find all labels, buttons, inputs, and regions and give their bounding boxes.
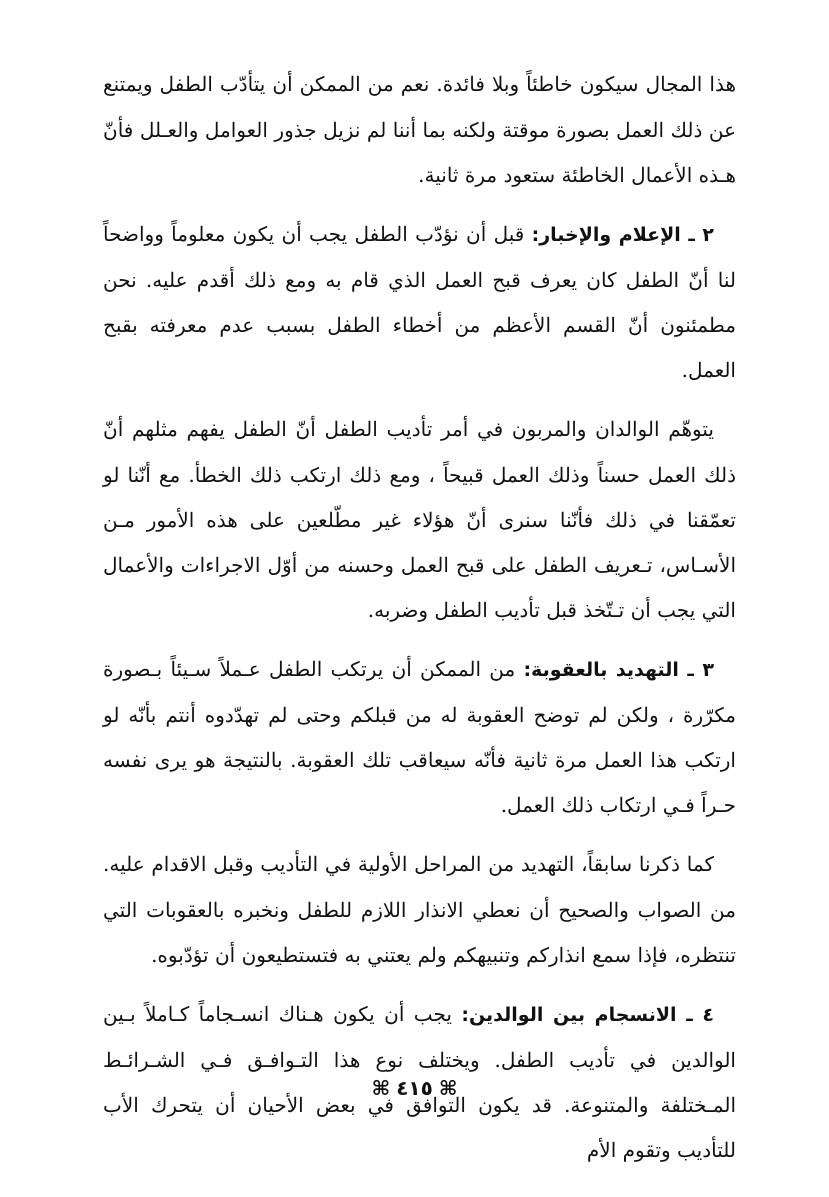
paragraph-3 — [103, 407, 736, 633]
ornament-icon-right: ⌘ — [438, 1076, 458, 1100]
paragraph-4 — [103, 647, 736, 828]
ornament-icon-left: ⌘ — [371, 1076, 391, 1100]
paragraph-2-text: قبل أن نؤدّب الطفل يجب أن يكون معلوماً وواضحاً لنا أنّ الطفل كان يعرف قبح العمل الذي قام به ومع ذلك أقدم عليه. نحن مطمئنون أنّ القسم الأعظم من أخطاء الطفل بسبب عدم معرفته بقبح العمل. — [103, 222, 736, 382]
paragraph-1-text: هذا المجال سيكون خاطئاً وبلا فائدة. نعم من الممكن أن يتأدّب الطفل ويمتنع عن ذلك العمل بصورة موقتة ولكنه بما أننا لم نزيل جذور العوامل والعـلل فأنّ هـذه الأعمال الخاطئة ستعود مرة ثانية. — [103, 72, 736, 187]
paragraph-4-text: من الممكن أن يرتكب الطفل عـملاً سـيئاً بـصورة مكرّرة ، ولكن لم توضح العقوبة له من قبلكم وحتى لم تهدّدوه أنتم بأنّه لو ارتكب هذا العمل مرة ثانية فأنّه سيعاقب تلك العقوبة. بالنتيجة هو يرى نفسه حـراً فـي ارتكاب ذلك العمل. — [103, 657, 736, 817]
paragraph-1 — [103, 62, 736, 198]
paragraph-5 — [103, 842, 736, 978]
page-number: ٤١٥ — [396, 1076, 433, 1100]
paragraph-2 — [103, 212, 736, 393]
section-4-heading: ٤ ـ الانسجام بين الوالدين: — [461, 1004, 715, 1026]
page-footer — [0, 1076, 829, 1100]
paragraph-3-text: يتوهّم الوالدان والمربون في أمر تأديب الطفل أنّ الطفل يفهم مثلهم أنّ ذلك العمل حسناً وذلك العمل قبيحاً ، ومع ذلك ارتكب ذلك الخطأ. مع أنّنا لو تعمّقنا في ذلك فأنّنا سنرى أنّ هؤلاء غير مطّلعين على هذه الأمور مـن الأسـاس، تـعريف الطفل على قبح العمل وحسنه من أوّل الاجراءات والأعمال التي يجب أن تـتّخذ قبل تأديب الطفل وضربه. — [103, 417, 736, 622]
section-2-heading: ٢ ـ الإعلام والإخبار: — [531, 224, 714, 246]
paragraph-5-text: كما ذكرنا سابقاً، التهديد من المراحل الأولية في التأديب وقبل الاقدام عليه. من الصواب والصحيح أن نعطي الانذار اللازم للطفل ونخبره بالعقوبات التي تنتظره، فإذا سمع انذاركم وتنبيهكم ولم يعتني به فتستطيعون أن تؤدّبوه. — [103, 852, 736, 967]
paragraph-6-text: يجب أن يكون هـناك انسـجاماً كـاملاً بـين الوالدين في تأديب الطفل. ويختلف نوع هذا التـوافـق فـي الشـرائـط المـختلفة والمتنوعة. قد يكون التوافق في بعض الأحيان أن يتحرك الأب للتأديب وتقوم الأم — [103, 1002, 736, 1162]
page-body — [103, 62, 736, 1187]
section-3-heading: ٣ ـ التهديد بالعقوبة: — [523, 659, 714, 681]
